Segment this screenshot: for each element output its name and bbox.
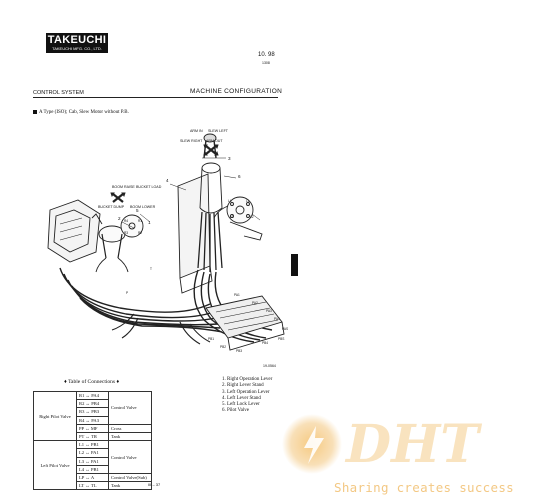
port-label: R2 xyxy=(138,231,143,235)
page-number: III – 37 xyxy=(148,482,161,487)
callout-6: 6 xyxy=(238,174,241,179)
port-label: PB2 xyxy=(220,345,227,349)
doc-date: 10. 98 xyxy=(258,52,275,58)
left-lever-stand xyxy=(48,200,143,272)
port-cell: R4 ↔ PA3 xyxy=(77,416,109,424)
header-rule xyxy=(33,97,278,98)
side-tab-marker xyxy=(291,254,298,276)
connections-table xyxy=(33,391,152,490)
type-line-text: A Type (ISO); Cab, Slew Motor without P.B. xyxy=(39,110,129,116)
type-line xyxy=(33,110,129,115)
table-row xyxy=(34,392,152,400)
port-label: P xyxy=(126,291,129,295)
port-cell: R3 ↔ PB3 xyxy=(77,408,109,416)
port-label: L1 xyxy=(246,199,250,203)
callout-4: 4 xyxy=(166,178,169,183)
takeuchi-logo xyxy=(46,33,108,53)
machine-configuration-diagram xyxy=(30,118,292,370)
logo-subtitle: TAKEUCHI MFG. CO., LTD. xyxy=(52,46,102,51)
port-cell: PT ↔ TR xyxy=(77,432,109,440)
arrow-cross-left xyxy=(111,193,125,202)
callout-3: 3 xyxy=(228,156,231,161)
label-bucket-load: BUCKET LOAD xyxy=(136,185,162,189)
port-cell: R2 ↔ PB4 xyxy=(77,400,109,408)
dest-cell: Cross xyxy=(109,424,152,432)
list-item: 4. Left Lever Stand xyxy=(222,395,261,401)
table-title: ♦ Table of Connections ♦ xyxy=(64,379,120,385)
port-cell: LP ↔ A xyxy=(77,473,109,481)
lower-hoses xyxy=(112,314,210,344)
port-cell: PP ↔ MF xyxy=(77,424,109,432)
port-label: R4 xyxy=(124,219,129,223)
port-label: PA4 xyxy=(274,317,280,321)
label-arm-in: ARM IN xyxy=(190,129,203,133)
doc-code: 1308 xyxy=(262,61,270,65)
label-arm-out: ARM OUT xyxy=(206,139,223,143)
dest-cell: Tank xyxy=(109,482,152,490)
parts-list xyxy=(222,377,272,415)
port-label: PB3 xyxy=(236,349,243,353)
section-heading: MACHINE CONFIGURATION xyxy=(190,88,283,95)
port-label: R1 xyxy=(138,219,143,223)
label-slew-left: SLEW LEFT xyxy=(208,129,228,133)
port-label: PA2 xyxy=(252,301,258,305)
port-label: L3 xyxy=(230,215,234,219)
group-cell: Right Pilot Valve xyxy=(34,392,77,441)
list-item: 5. Left Lock Lever xyxy=(222,402,260,408)
dest-cell: Tank xyxy=(109,432,152,440)
bullet-square xyxy=(33,110,37,114)
list-item: 1. Right Operation Lever xyxy=(222,377,273,382)
list-item: 6. Pilot Valve xyxy=(222,408,249,414)
dest-cell: Control Valve xyxy=(109,392,152,425)
list-item: 2. Right Lever Stand xyxy=(222,383,264,389)
watermark-logo-text: DHT xyxy=(346,414,479,474)
figure-id: 19-0564 xyxy=(263,364,276,368)
callout-2: 2 xyxy=(118,216,121,221)
label-boom-raise: BOOM RAISE xyxy=(112,185,135,189)
label-boom-lower: BOOM LOWER xyxy=(130,205,156,209)
port-label: PA3 xyxy=(266,309,272,313)
control-valve xyxy=(206,296,284,350)
callout-1: 1 xyxy=(148,220,151,225)
list-item: 3. Left Operation Lever xyxy=(222,389,270,395)
dest-cell: Control Valve xyxy=(109,441,152,474)
port-cell: L4 ↔ PB1 xyxy=(77,465,109,473)
group-cell: Left Pilot Valve xyxy=(34,441,77,490)
logo-name: TAKEUCHI xyxy=(47,34,107,46)
port-label: R3 xyxy=(124,231,129,235)
port-label: PAS xyxy=(282,327,289,331)
port-cell: LT ↔ TL xyxy=(77,482,109,490)
port-label: PA1 xyxy=(234,293,240,297)
dht-watermark-logo xyxy=(282,408,522,474)
port-label: L2 xyxy=(250,215,254,219)
port-label: PB4 xyxy=(262,341,269,345)
port-cell: L3 ↔ PA1 xyxy=(77,457,109,465)
port-label: T xyxy=(150,267,152,271)
port-cell: L1 ↔ PB1 xyxy=(77,441,109,449)
dest-cell: Control Valve(Sub) xyxy=(109,473,152,481)
port-cell: R1 ↔ PA4 xyxy=(77,392,109,400)
label-slew-right: SLEW RIGHT xyxy=(180,139,203,143)
callout-5: 5 xyxy=(136,208,139,213)
port-label: L4 xyxy=(228,199,232,203)
port-cell: L2 ↔ PA1 xyxy=(77,449,109,457)
watermark-tagline: Sharing creates success xyxy=(334,480,514,495)
table-row xyxy=(34,441,152,449)
label-bucket-dump: BUCKET DUMP xyxy=(98,205,125,209)
section-title: CONTROL SYSTEM xyxy=(33,90,84,96)
port-label: PBS xyxy=(278,337,285,341)
port-label: PB1 xyxy=(208,337,215,341)
lock-bracket xyxy=(230,222,262,240)
